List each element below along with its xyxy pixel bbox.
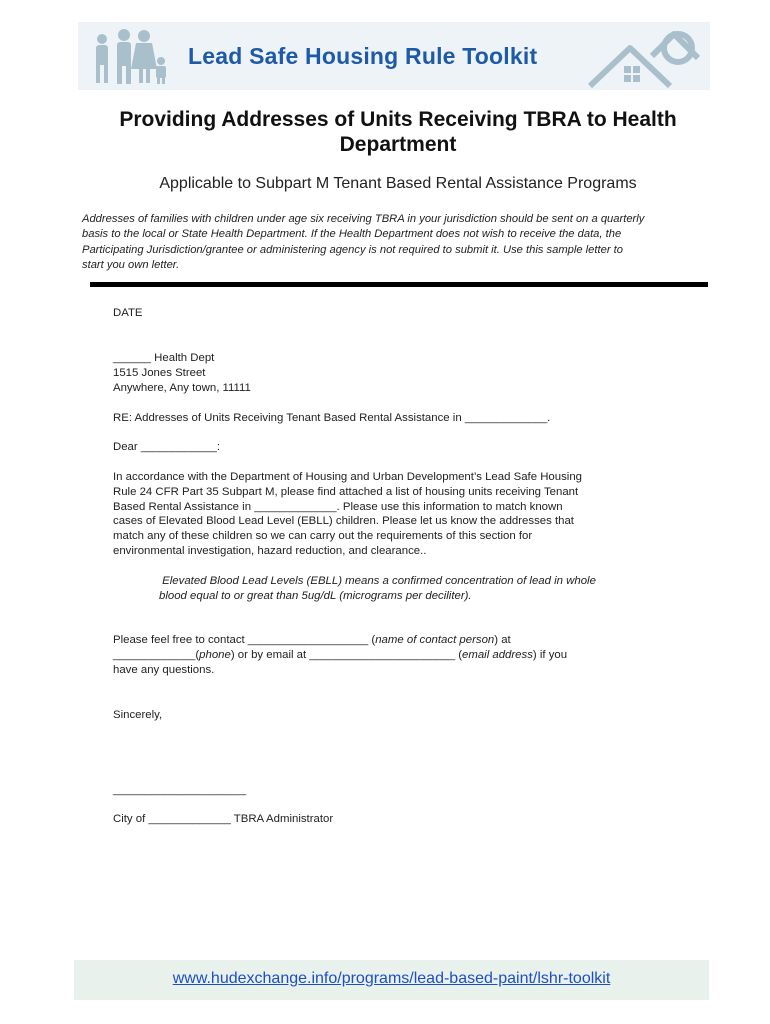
contact-placeholder-email: email address bbox=[462, 648, 533, 661]
intro-line: start you own letter. bbox=[82, 259, 180, 272]
banner-title: Lead Safe Housing Rule Toolkit bbox=[188, 43, 538, 69]
contact-placeholder-name: name of contact person bbox=[375, 634, 495, 646]
address-line: Anywhere, Any town, 11111 bbox=[113, 381, 251, 394]
contact-line bbox=[113, 648, 638, 663]
document-title bbox=[60, 107, 736, 157]
ebll-definition bbox=[159, 574, 649, 604]
contact-text: ) or by email at _______________________ ( bbox=[230, 648, 462, 661]
body-line: Rule 24 CFR Part 35 Subpart M, please find attached a list of housing units receiving Tenant bbox=[113, 485, 579, 498]
intro-paragraph bbox=[82, 212, 722, 274]
closing: Sincerely, bbox=[113, 709, 163, 721]
body-line: environmental investigation, hazard reduction, and clearance.. bbox=[113, 544, 427, 557]
body-line: In accordance with the Department of Housing and Urban Development’s Lead Safe Housing bbox=[113, 471, 582, 483]
contact-paragraph bbox=[113, 633, 638, 677]
footer-bar bbox=[74, 960, 709, 1000]
contact-text: _____________( bbox=[113, 648, 200, 661]
contact-line: have any questions. bbox=[113, 663, 215, 676]
signature-line: _____________________ bbox=[113, 784, 247, 796]
salutation: Dear ____________: bbox=[113, 441, 221, 453]
intro-line: Addresses of families with children under age six receiving TBRA in your jurisdiction should be sent on a quarterly bbox=[82, 213, 645, 225]
contact-text: Please feel free to contact ___________________ ( bbox=[113, 634, 376, 646]
re-line: RE: Addresses of Units Receiving Tenant Based Rental Assistance in _____________. bbox=[113, 412, 551, 424]
contact-text: ) at bbox=[494, 634, 511, 646]
body-line: Based Rental Assistance in _____________. Please use this information to match known bbox=[113, 500, 563, 513]
family-icon bbox=[84, 26, 174, 88]
toolkit-banner bbox=[78, 22, 710, 90]
body-line: match any of these children so we can carry out the requirements of this section for bbox=[113, 530, 533, 543]
contact-placeholder-phone: phone bbox=[199, 648, 231, 661]
signature-title: City of _____________ TBRA Administrator bbox=[113, 813, 334, 825]
document-subtitle: Applicable to Subpart M Tenant Based Rental Assistance Programs bbox=[159, 175, 637, 192]
title-line-1: Providing Addresses of Units Receiving TBRA to Health bbox=[119, 108, 677, 131]
divider-rule bbox=[90, 282, 708, 287]
definition-line: Elevated Blood Lead Levels (EBLL) means a confirmed concentration of lead in whole bbox=[159, 575, 596, 587]
recipient-address bbox=[113, 351, 638, 395]
body-line: cases of Elevated Blood Lead Level (EBLL) children. Please let us know the addresses that bbox=[113, 515, 574, 528]
intro-line: Participating Jurisdiction/grantee or administering agency is not required to submit it. Use this sample letter to bbox=[82, 243, 623, 256]
letter-body bbox=[113, 470, 638, 559]
intro-line: basis to the local or State Health Department. If the Health Department does not wish to receive the data, the bbox=[82, 228, 622, 241]
address-line: 1515 Jones Street bbox=[113, 366, 206, 379]
title-line-2: Department bbox=[339, 133, 457, 156]
contact-text: ) if you bbox=[532, 648, 568, 661]
letter-date: DATE bbox=[113, 307, 143, 319]
contact-line bbox=[113, 633, 638, 648]
house-icon bbox=[582, 22, 702, 90]
address-line: ______ Health Dept bbox=[113, 352, 215, 364]
footer-url-link[interactable]: www.hudexchange.info/programs/lead-based-paint/lshr-toolkit bbox=[172, 970, 611, 987]
definition-line: blood equal to or great than 5ug/dL (micrograms per deciliter). bbox=[159, 589, 472, 602]
